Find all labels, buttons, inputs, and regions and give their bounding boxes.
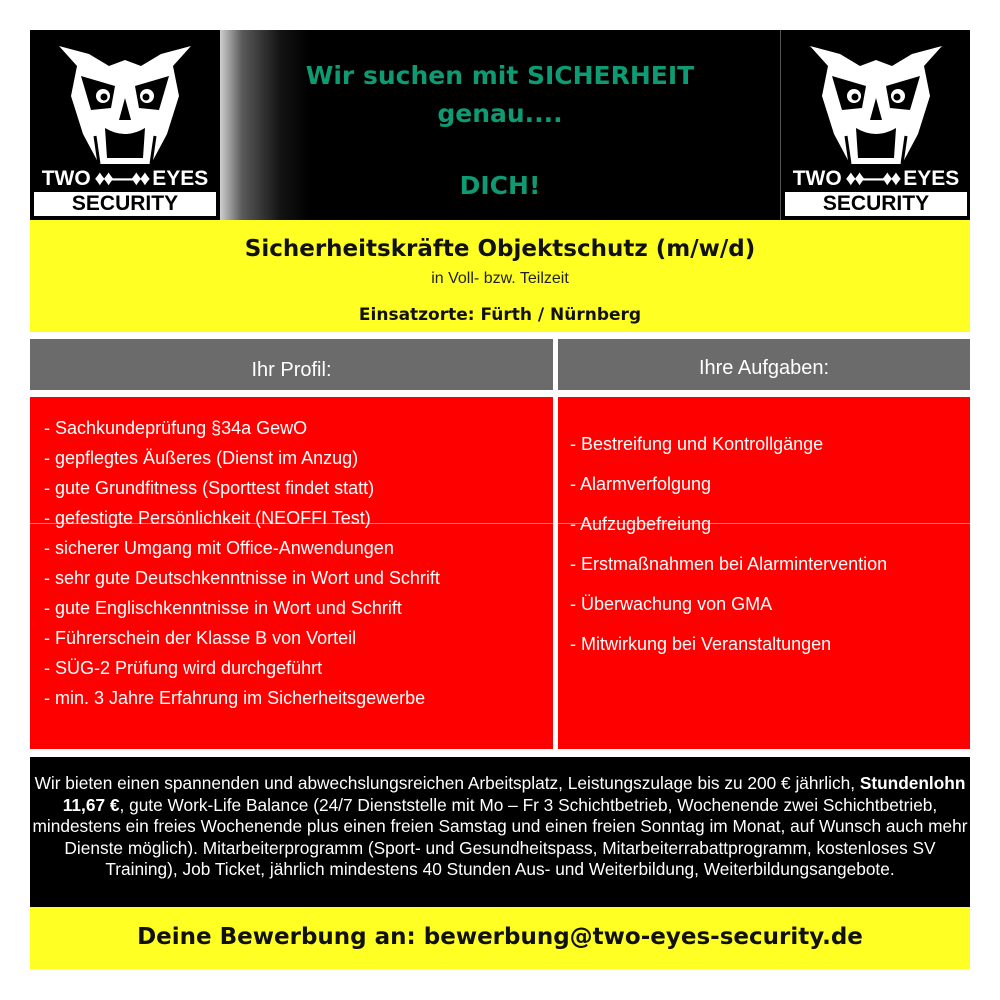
profile-item: - SÜG-2 Prüfung wird durchgeführt [44, 658, 323, 678]
application-footer [30, 907, 970, 969]
task-item: - Erstmaßnahmen bei Alarmintervention [570, 554, 888, 574]
task-item: - Bestreifung und Kontrollgänge [570, 434, 824, 454]
slogan-line-3: DICH! [459, 171, 541, 200]
profile-box [30, 397, 553, 749]
job-subtitle: in Voll- bzw. Teilzeit [431, 270, 569, 287]
logo-word-security: SECURITY [785, 192, 967, 216]
profile-list [44, 417, 440, 717]
logo-right: TWO ♦♦—♦♦ EYES SECURITY [780, 30, 970, 220]
slogan-line-1: Wir suchen mit SICHERHEIT [305, 61, 695, 90]
profile-item: - Führerschein der Klasse B von Vorteil [44, 628, 357, 648]
job-title: Sicherheitskräfte Objektschutz (m/w/d) [244, 236, 756, 262]
job-title-band [30, 220, 970, 332]
logo-word-two: TWO [792, 167, 842, 190]
owl-logo-icon [55, 36, 195, 166]
slogan-line-2: genau.... [437, 99, 563, 128]
profile-item: - gute Englischkenntnisse in Wort und Schrift [44, 598, 402, 618]
profile-heading: Ihr Profil: [30, 339, 553, 390]
profile-item: - gepflegtes Äußeres (Dienst im Anzug) [44, 448, 359, 468]
offer-text [32, 773, 968, 881]
job-locations: Einsatzorte: Fürth / Nürnberg [358, 305, 642, 325]
profile-item: - gefestigte Persönlichkeit (NEOFFI Test) [44, 508, 371, 528]
profile-item: - min. 3 Jahre Erfahrung im Sicherheitsgewerbe [44, 688, 426, 708]
profile-item: - Sachkundeprüfung §34a GewO [44, 418, 308, 438]
task-item: - Aufzugbefreiung [570, 514, 712, 534]
offer-hourly-wage: Stundenlohn 11,67 € [62, 773, 966, 815]
profile-item: - sehr gute Deutschkenntnisse in Wort und Schrift [44, 568, 440, 588]
logo-left: TWO ♦♦—♦♦ EYES SECURITY [30, 30, 220, 220]
task-item: - Mitwirkung bei Veranstaltungen [570, 634, 832, 654]
application-email: Deine Bewerbung an: bewerbung@two-eyes-security.de [137, 924, 863, 950]
header-slogan [220, 30, 780, 220]
task-item: - Alarmverfolgung [570, 474, 712, 494]
offer-text-part2: , gute Work-Life Balance (24/7 Dienststelle mit Mo – Fr 3 Schichtbetrieb, Wochenende zwei Schichtbetrieb, mindestens ein freies Wochenende plus einen freien Samstag und einen freien Sonntag im Monat, auf Wunsch auch mehr Dienste möglich). Mitarbeiterprogramm (Sport- und Gesundheitspass, Mitarbeiterrabattprogramm, kostenloses SV Training), Job Ticket, jährlich mindestens 40 Stunden Aus- und Weiterbildung, Weiterbildungsangebote. [32, 794, 968, 879]
offer-band [30, 757, 970, 907]
logo-word-eyes: EYES [152, 167, 209, 190]
tasks-box [558, 397, 970, 749]
profile-item: - sicherer Umgang mit Office-Anwendungen [44, 538, 394, 558]
logo-word-two: TWO [41, 167, 91, 190]
tasks-heading: Ihre Aufgaben: [558, 339, 970, 390]
task-item: - Überwachung von GMA [570, 594, 773, 614]
header-banner [30, 30, 970, 220]
profile-item: - gute Grundfitness (Sporttest findet statt) [44, 478, 375, 498]
owl-logo-icon [806, 36, 946, 166]
divider-line [30, 523, 970, 524]
offer-text-part1: Wir bieten einen spannenden und abwechslungsreichen Arbeitsplatz, Leistungszulage bis zu 200 € jährlich, [34, 773, 860, 793]
logo-word-security: SECURITY [34, 192, 216, 216]
tasks-list [570, 433, 887, 673]
logo-word-eyes: EYES [903, 167, 960, 190]
